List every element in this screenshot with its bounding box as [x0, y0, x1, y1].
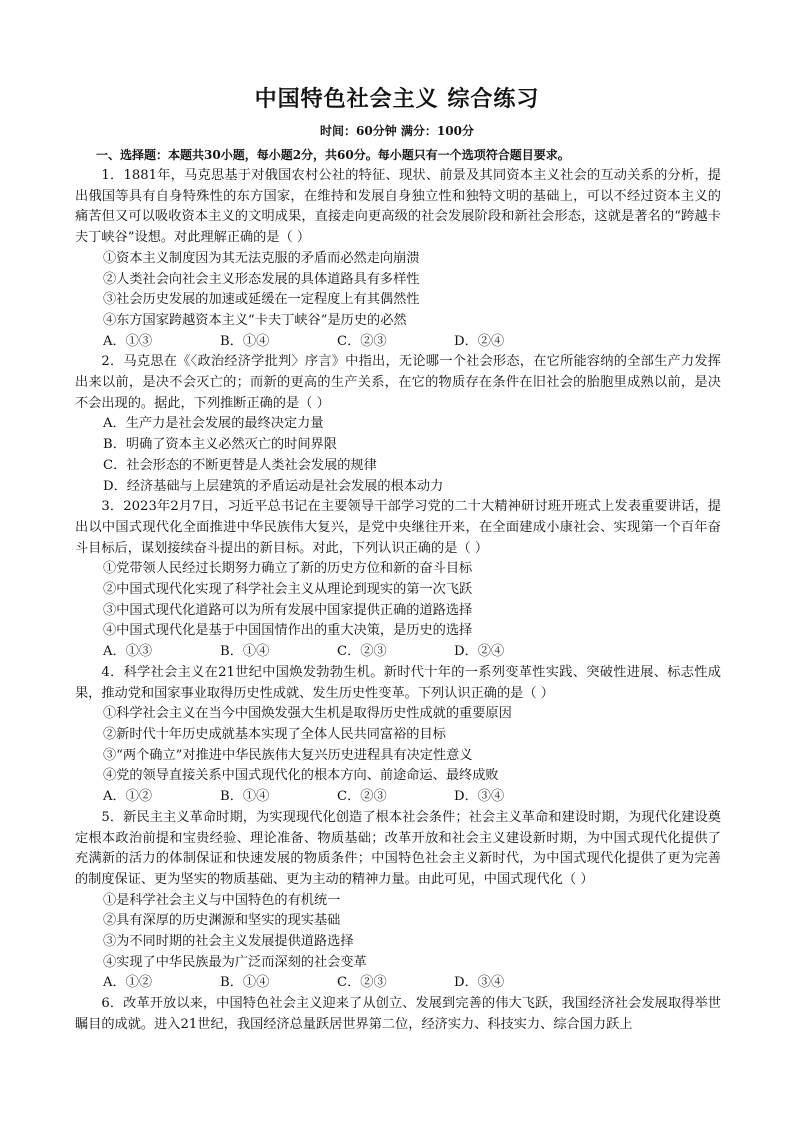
statement-option: ③为不同时期的社会主义发展提供道路选择: [103, 934, 354, 950]
statement-option: ②中国式现代化实现了科学社会主义从理论到现实的第一次飞跃: [103, 582, 473, 598]
choice-d: D．③④: [454, 789, 505, 805]
question: [75, 166, 721, 352]
statement-option: ③中国式现代化道路可以为所有发展中国家提供正确的道路选择: [103, 602, 473, 618]
choice-b: B．①④: [220, 333, 270, 349]
choice-d: D．经济基础与上层建筑的矛盾运动是社会发展的根本动力: [103, 478, 444, 494]
choice-b: B．①④: [220, 644, 270, 660]
question-stem: 5．新民主主义革命时期，为实现现代化创造了根本社会条件；社会主义革命和建设时期，为现代化建设奠定根本政治前提和宝贵经验、理论准备、物质基础；改革开放和社会主义建设新时期，为中国式现代化提供了充满新的活力的体制保证和快速发展的物质条件；中国特色社会主义新时代，为中国式现代化提供了更为完善的制度保证、更为坚实的物质基础、更为主动的精神力量。由此可见，中国式现代化（ ）: [75, 809, 721, 887]
statement-option: ①党带领人民经过长期努力确立了新的历史方位和新的奋斗目标: [103, 561, 473, 577]
question-stem: 6．改革开放以来，中国特色社会主义迎来了从创立、发展到完善的伟大飞跃，我国经济社会发展取得举世瞩目的成就。进入21世纪，我国经济总量跃居世界第二位，经济实力、科技实力、综合国力跃上: [75, 996, 721, 1032]
choice-a: A．①②: [103, 789, 153, 805]
answer-choices: [75, 973, 721, 994]
statement-option: ④东方国家跨越资本主义“卡夫丁峡谷”是历史的必然: [103, 312, 407, 328]
question-stem: 1．1881年，马克思基于对俄国农村公社的特征、现状、前景及其同资本主义社会的互动关系的分析，提出俄国等具有自身特殊性的东方国家，在维持和发展自身独立性和独特文明的基础上，可以不经过资本主义的痛苦但又可以吸收资本主义的文明成果，直接走向更高级的社会发展阶段和新社会形态，这就是著名的“跨越卡夫丁峡谷”设想。对此理解正确的是（ ）: [75, 168, 721, 246]
page-title: 中国特色社会主义 综合练习: [254, 87, 540, 112]
choice-a: A．①②: [103, 975, 153, 991]
choice-d: D．②④: [454, 333, 505, 349]
statement-option: ④实现了中华民族最为广泛而深刻的社会变革: [103, 954, 367, 970]
choice-d: D．②④: [454, 644, 505, 660]
question: [75, 808, 721, 994]
answer-choices: [75, 642, 721, 663]
answer-choices: [75, 332, 721, 353]
statement-option: ①科学社会主义在当今中国焕发强大生机是取得历史性成就的重要原因: [103, 706, 512, 722]
statement-option: ②新时代十年历史成就基本实现了全体人民共同富裕的目标: [103, 726, 446, 742]
choice-b: B．明确了资本主义必然灭亡的时间界限: [103, 437, 337, 453]
choice-d: D．③④: [454, 975, 505, 991]
statement-option: ③社会历史发展的加速或延缓在一定程度上有其偶然性: [103, 292, 420, 308]
choice-c: C．社会形态的不断更替是人类社会发展的规律: [103, 457, 377, 473]
question: [75, 994, 721, 1035]
statement-option: ①资本主义制度因为其无法克服的矛盾而必然走向崩溃: [103, 250, 420, 266]
statement-option: ②人类社会向社会主义形态发展的具体道路具有多样性: [103, 271, 420, 287]
question-stem: 3．2023年2月7日，习近平总书记在主要领导干部学习党的二十大精神研讨班开班式上发表重要讲话，提出以中国式现代化全面推进中华民族伟大复兴，是党中央继往开来，在全面建成小康社会、实现第一个百年奋斗目标后，谋划接续奋斗提出的新目标。对此，下列认识正确的是（ ）: [75, 499, 721, 556]
choice-a: A．①③: [103, 333, 153, 349]
choice-a: A．①③: [103, 644, 153, 660]
question: [75, 352, 721, 497]
question: [75, 497, 721, 663]
statement-option: ④中国式现代化是基于中国国情作出的重大决策，是历史的选择: [103, 623, 473, 639]
exam-info: 时间：60分钟 满分：100分: [320, 124, 474, 138]
choice-b: B．①④: [220, 789, 270, 805]
choice-c: C．②③: [337, 789, 387, 805]
section-heading: 一、选择题：本题共30小题，每小题2分，共60分。每小题只有一个选项符合题目要求。: [96, 148, 570, 162]
question-list: [75, 166, 721, 1036]
choice-c: C．②③: [337, 644, 387, 660]
choice-c: C．②③: [337, 975, 387, 991]
choice-a: A．生产力是社会发展的最终决定力量: [103, 416, 324, 432]
statement-option: ③“两个确立”对推进中华民族伟大复兴历史进程具有决定性意义: [103, 747, 473, 763]
question: [75, 663, 721, 808]
answer-choices: [75, 787, 721, 808]
statement-option: ①是科学社会主义与中国特色的有机统一: [103, 892, 341, 908]
choice-c: C．②③: [337, 333, 387, 349]
statement-option: ②具有深厚的历史渊源和坚实的现实基础: [103, 913, 341, 929]
question-stem: 2．马克思在《〈政治经济学批判〉序言》中指出，无论哪一个社会形态，在它所能容纳的全部生产力发挥出来以前，是决不会灭亡的；而新的更高的生产关系，在它的物质存在条件在旧社会的胎胞里成熟以前，是决不会出现的。据此，下列推断正确的是（ ）: [75, 354, 721, 411]
statement-option: ④党的领导直接关系中国式现代化的根本方向、前途命运、最终成败: [103, 768, 499, 784]
question-stem: 4．科学社会主义在21世纪中国焕发勃勃生机。新时代十年的一系列变革性实践、突破性进展、标志性成果，推动党和国家事业取得历史性成就、发生历史性变革。下列认识正确的是（ ）: [75, 664, 721, 701]
choice-b: B．①④: [220, 975, 270, 991]
